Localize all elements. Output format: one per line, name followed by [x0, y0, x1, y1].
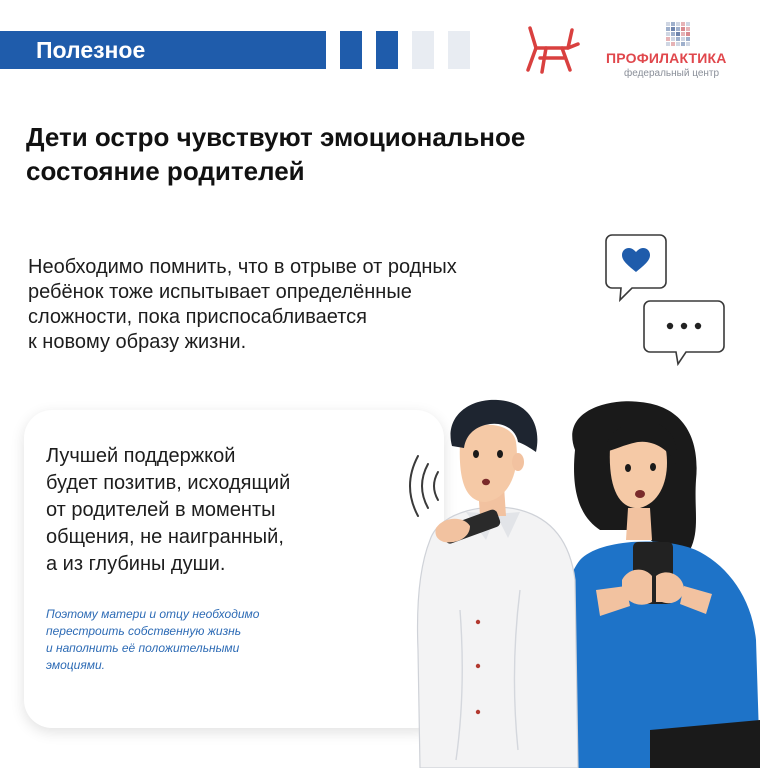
header-label: Полезное [36, 37, 146, 63]
card-main-text [46, 443, 396, 578]
heart-chat-bubble-icon [604, 232, 670, 304]
people-illustration [400, 390, 768, 768]
card-line: общения, не наигранный, [46, 526, 284, 548]
card-line: Лучшей поддержкой [46, 445, 236, 467]
chair-logo-icon [528, 28, 578, 72]
title-line: Дети остро чувствуют эмоциональное [26, 122, 526, 152]
header-stripe [448, 31, 470, 69]
brand-name: ПРОФИЛАКТИКА [606, 50, 727, 66]
man-figure [418, 400, 579, 768]
note-line: и наполнить её положительными [46, 641, 240, 655]
page-title [26, 120, 726, 188]
card-line: будет позитив, исходящий [46, 472, 291, 494]
header-stripe [340, 31, 362, 69]
brand-subtitle: федеральный центр [624, 68, 720, 79]
intro-line: к новому образу жизни. [28, 331, 247, 353]
sound-waves-icon [410, 456, 438, 516]
note-line: Поэтому матери и отцу необходимо [46, 607, 260, 621]
intro-paragraph [28, 255, 608, 355]
card-line: а из глубины души. [46, 553, 226, 575]
note-line: перестроить собственную жизнь [46, 624, 242, 638]
woman-figure [564, 401, 760, 768]
title-line: состояние родителей [26, 156, 305, 186]
intro-line: Необходимо помнить, что в отрыве от родных [28, 256, 457, 278]
note-line: эмоциями. [46, 658, 105, 672]
ellipsis-chat-bubble-icon [642, 298, 728, 370]
header-stripe [412, 31, 434, 69]
intro-line: сложности, пока приспосабливается [28, 306, 367, 328]
card-line: от родителей в моменты [46, 499, 276, 521]
intro-line: ребёнок тоже испытывает определённые [28, 281, 412, 303]
card-note [46, 606, 346, 674]
header-stripe [376, 31, 398, 69]
pixel-grid-logo-icon [666, 22, 690, 46]
